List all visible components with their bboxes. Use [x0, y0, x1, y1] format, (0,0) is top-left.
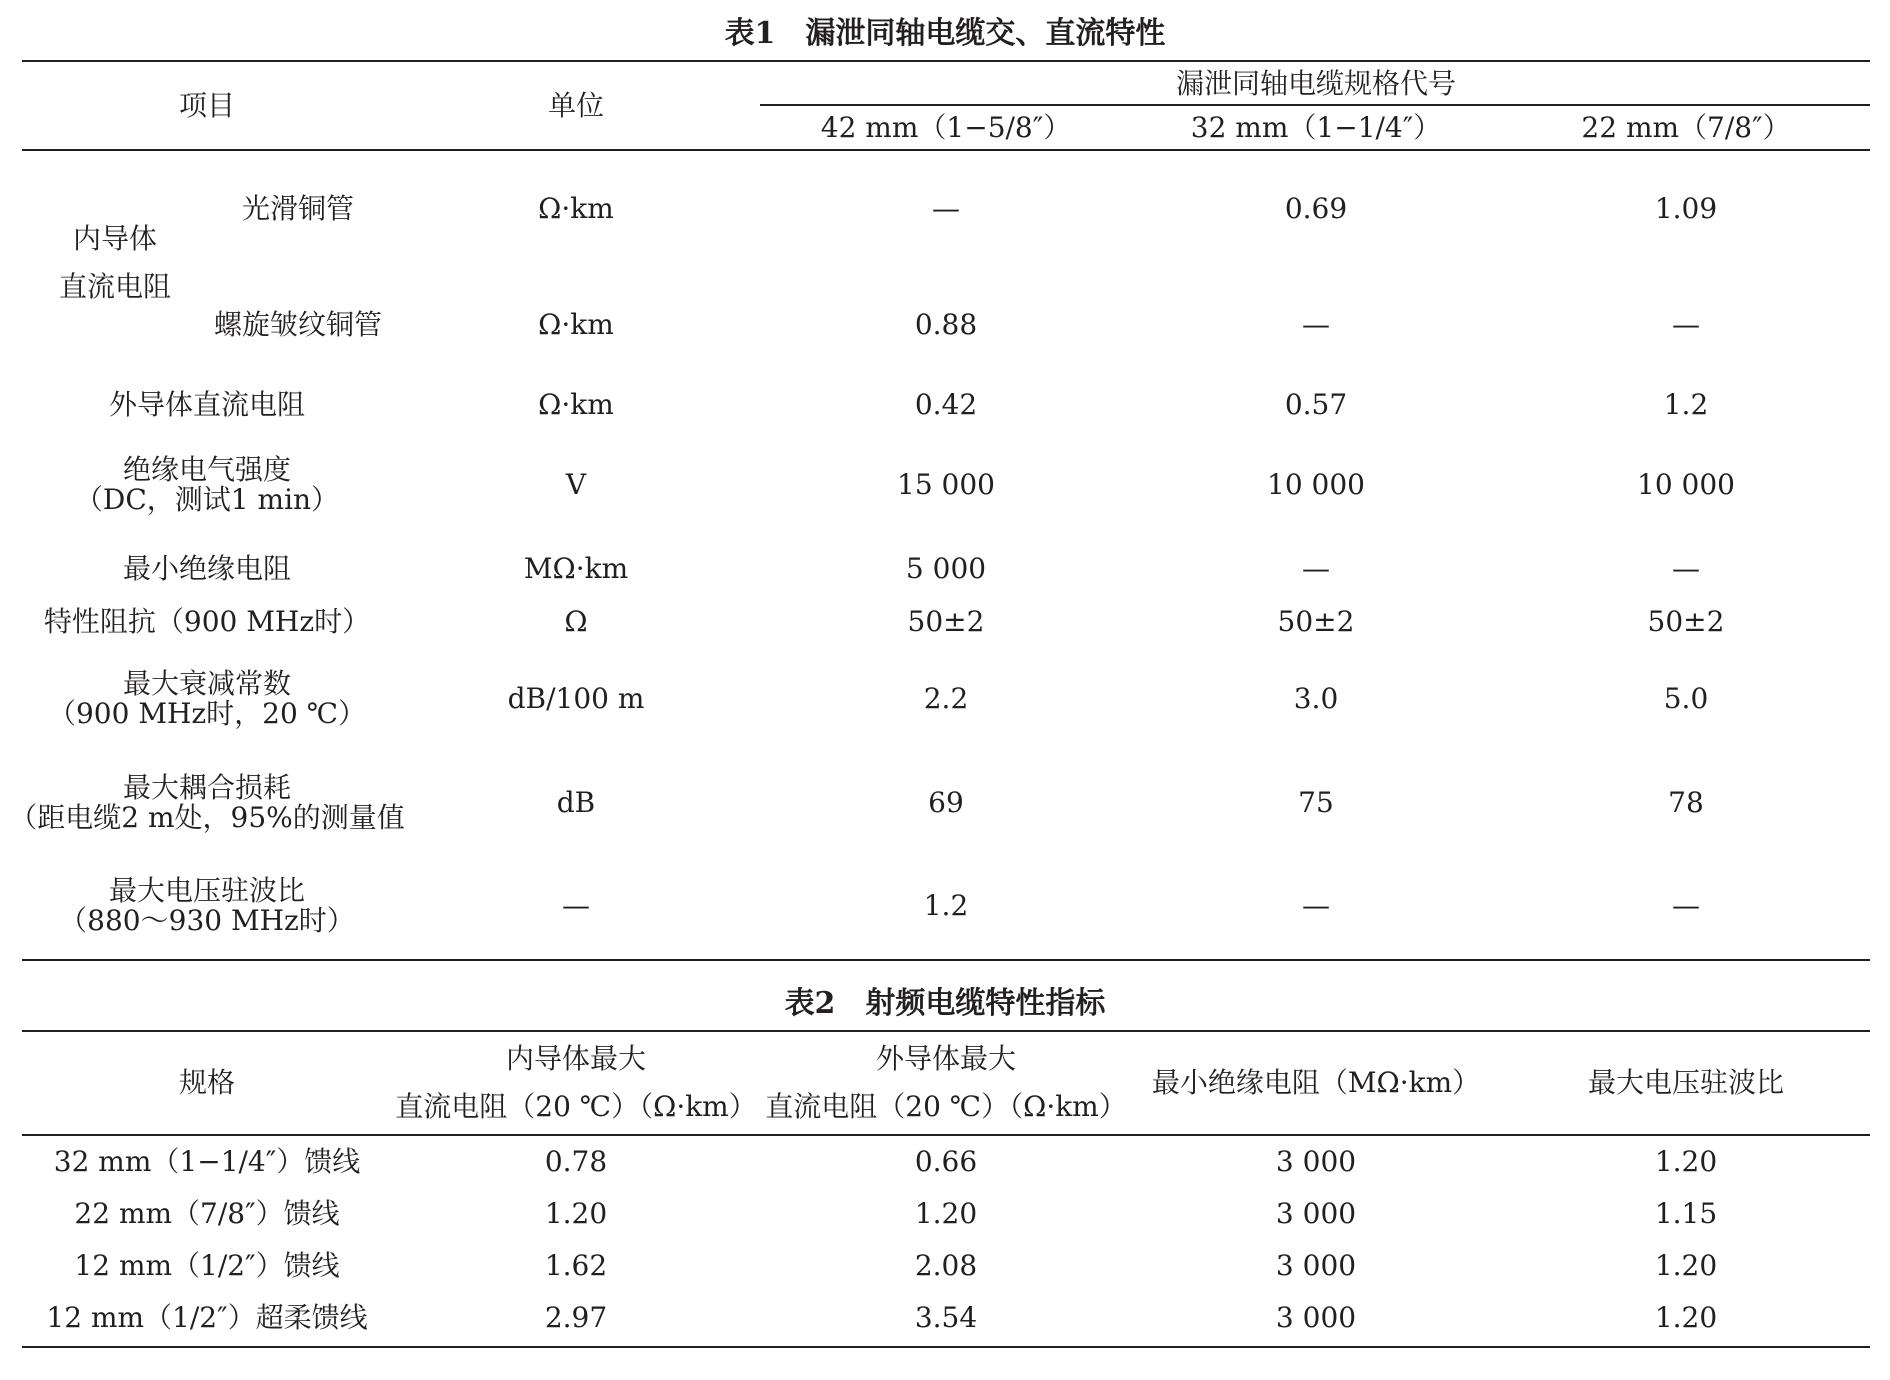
table1-cell: 5 000	[905, 552, 987, 585]
table2-header-vswr: 最大电压驻波比	[1587, 1066, 1785, 1099]
table2-cell: 1.20	[1654, 1145, 1718, 1178]
table2-header-insulation: 最小绝缘电阻（MΩ·km）	[1151, 1066, 1481, 1099]
table2-cell: 1.20	[544, 1197, 608, 1230]
table1-cell: 1.2	[923, 889, 969, 922]
table1-cell: 1.09	[1654, 192, 1718, 225]
table1-spec-22: 22 mm（7/8″）	[1581, 111, 1791, 144]
table1-cell: 50±2	[1277, 605, 1355, 638]
table1-row-label: 最大衰减常数 （900 MHz时，20 ℃）	[47, 667, 367, 730]
table2-cell: 1.62	[544, 1249, 608, 1282]
table1-cell: 0.57	[1284, 388, 1348, 421]
table1-row-unit: MΩ·km	[523, 552, 629, 585]
table1-row-label: 外导体直流电阻	[108, 388, 306, 421]
table1-cell: 2.2	[923, 682, 969, 715]
table1-bottom-rule	[22, 959, 1870, 961]
table1-row-label: 最小绝缘电阻	[122, 552, 292, 585]
table1-row-unit: —	[562, 889, 590, 922]
table1-header-unit: 单位	[547, 89, 605, 122]
table1-cell: —	[1302, 889, 1330, 922]
table1-cell: 10 000	[1267, 468, 1365, 501]
table1-row-unit: Ω·km	[538, 308, 614, 341]
table1-cell: 75	[1298, 786, 1334, 819]
table1-cell: 5.0	[1663, 682, 1709, 715]
table2-cell: 0.78	[544, 1145, 608, 1178]
table1-row-label: 光滑铜管	[241, 192, 355, 225]
table2-header-rule	[22, 1134, 1870, 1136]
table2-row-spec: 12 mm（1/2″）馈线	[74, 1249, 340, 1282]
table2-cell: 3 000	[1275, 1301, 1357, 1334]
table1-row-label: 最大耦合损耗 （距电缆2 m处，95%的测量值	[9, 771, 405, 834]
table1-row-unit: V	[565, 468, 587, 501]
table1-spec-42: 42 mm（1−5/8″）	[820, 111, 1072, 144]
table1-cell: 78	[1668, 786, 1704, 819]
table2-cell: 1.15	[1654, 1197, 1718, 1230]
table1-cell: 0.69	[1284, 192, 1348, 225]
table1-top-rule	[22, 60, 1870, 62]
table1-cell: 3.0	[1293, 682, 1339, 715]
table2-cell: 1.20	[1654, 1301, 1718, 1334]
table1-group-rule	[760, 104, 1870, 106]
table1-cell: 1.2	[1663, 388, 1709, 421]
table2-cell: 3 000	[1275, 1249, 1357, 1282]
table1-cell: —	[932, 192, 960, 225]
table1-header-item: 项目	[178, 89, 236, 122]
table2-top-rule	[22, 1030, 1870, 1032]
table1-cell: —	[1302, 308, 1330, 341]
table2-header-inner-resistance: 内导体最大 直流电阻（20 ℃）（Ω·km）	[395, 1042, 757, 1123]
table1-cell: 0.88	[914, 308, 978, 341]
table1-row-unit: Ω	[564, 605, 588, 638]
table2-cell: 0.66	[914, 1145, 978, 1178]
table2-row-spec: 32 mm（1−1/4″）馈线	[53, 1145, 361, 1178]
table1-cell: 50±2	[907, 605, 985, 638]
table1-header-rule	[22, 149, 1870, 151]
table2-cell: 3 000	[1275, 1197, 1357, 1230]
table1-row-label: 绝缘电气强度 （DC，测试1 min）	[74, 453, 340, 516]
table1-row-unit: Ω·km	[538, 388, 614, 421]
table1-cell: —	[1672, 552, 1700, 585]
table1-row-label: 最大电压驻波比 （880～930 MHz时）	[59, 874, 355, 937]
table1-title: 表1 漏泄同轴电缆交、直流特性	[724, 16, 1166, 51]
table1-inner-conductor-group: 内导体 直流电阻	[58, 222, 172, 303]
table2-cell: 3.54	[914, 1301, 978, 1334]
table1-row-unit: dB/100 m	[507, 682, 645, 715]
table1-cell: 0.42	[914, 388, 978, 421]
table2-cell: 1.20	[914, 1197, 978, 1230]
table2-cell: 2.97	[544, 1301, 608, 1334]
table1-row-unit: Ω·km	[538, 192, 614, 225]
table2-row-spec: 22 mm（7/8″）馈线	[74, 1197, 340, 1230]
table1-spec-32: 32 mm（1−1/4″）	[1190, 111, 1442, 144]
table1-cell: —	[1302, 552, 1330, 585]
table2-header-outer-resistance: 外导体最大 直流电阻（20 ℃）（Ω·km）	[765, 1042, 1127, 1123]
table1-header-group: 漏泄同轴电缆规格代号	[1175, 67, 1457, 100]
table2-header-spec: 规格	[178, 1066, 236, 1099]
table1-cell: 69	[928, 786, 964, 819]
table1-cell: —	[1672, 889, 1700, 922]
table1-row-unit: dB	[556, 786, 596, 819]
table1-cell: 15 000	[897, 468, 995, 501]
table1-cell: —	[1672, 308, 1700, 341]
table1-row-label: 螺旋皱纹铜管	[213, 308, 383, 341]
table2-row-spec: 12 mm（1/2″）超柔馈线	[46, 1301, 368, 1334]
table1-row-label: 特性阻抗（900 MHz时）	[43, 605, 371, 638]
table2-title: 表2 射频电缆特性指标	[784, 986, 1106, 1021]
table2-cell: 2.08	[914, 1249, 978, 1282]
table2-cell: 3 000	[1275, 1145, 1357, 1178]
table2-cell: 1.20	[1654, 1249, 1718, 1282]
table2-bottom-rule	[22, 1346, 1870, 1348]
table1-cell: 10 000	[1637, 468, 1735, 501]
table1-cell: 50±2	[1647, 605, 1725, 638]
